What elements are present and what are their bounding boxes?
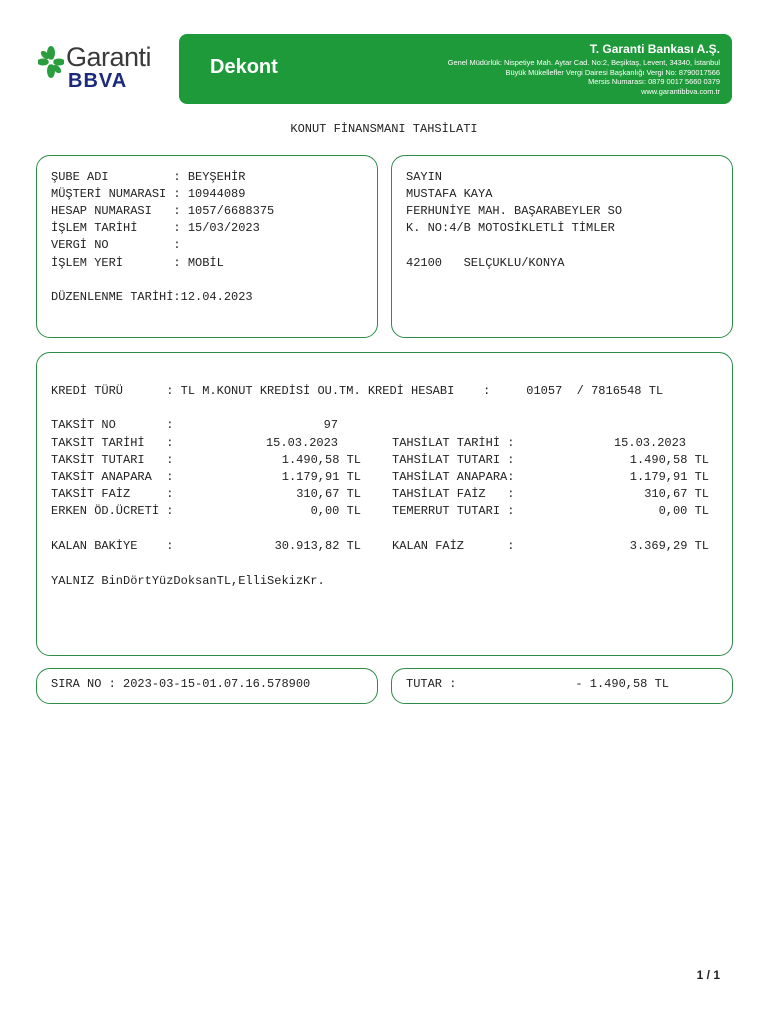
customer-line: SAYIN <box>406 170 443 184</box>
logo-brand-bottom: BBVA <box>68 70 128 92</box>
installment-principal-value: 1.179,91 TL <box>281 470 361 484</box>
issue-date-line: DÜZENLENME TARİHİ:12.04.2023 <box>51 290 253 304</box>
bank-info <box>448 58 720 96</box>
branch-line: MÜŞTERİ NUMARASI : 10944089 <box>51 187 246 201</box>
branch-line: ŞUBE ADI : BEYŞEHİR <box>51 170 246 184</box>
credit-type-line: KREDİ TÜRÜ : TL M.KONUT KREDİSİ OU.TM. KREDİ HESABI : 01057 / 7816548 TL <box>51 384 664 398</box>
bank-info-line: Büyük Mükellefler Vergi Dairesi Başkanlığı Vergi No: 8790017566 <box>505 67 720 77</box>
branch-line: HESAP NUMARASI : 1057/6688375 <box>51 204 275 218</box>
total-amount-label: TUTAR : <box>406 677 457 691</box>
sequence-number: SIRA NO : 2023-03-15-01.07.16.578900 <box>51 677 311 691</box>
total-amount-value: - 1.490,58 TL <box>575 677 669 691</box>
installment-no-label: TAKSİT NO : <box>51 418 174 432</box>
default-amount-value: 0,00 TL <box>658 504 709 518</box>
collection-date-value: 15.03.2023 <box>613 436 686 450</box>
early-payment-fee-value: 0,00 TL <box>310 504 361 518</box>
amount-in-words: YALNIZ BinDörtYüzDoksanTL,ElliSekizKr. <box>51 574 325 588</box>
collection-date-label: TAHSİLAT TARİHİ : <box>392 436 515 450</box>
branch-line: VERGİ NO : <box>51 238 181 252</box>
bank-info-line: Genel Müdürlük: Nispetiye Mah. Aytar Cad. No:2, Beşiktaş, Levent, 34340, İstanbul <box>447 58 720 67</box>
receipt-heading: KONUT FİNANSMANI TAHSİLATI <box>290 122 478 136</box>
early-payment-fee-label: ERKEN ÖD.ÜCRETİ : <box>51 504 174 518</box>
branch-line: İŞLEM YERİ : MOBİL <box>51 256 224 270</box>
logo-brand-top: Garanti <box>66 42 152 72</box>
branch-line: İŞLEM TARİHİ : 15/03/2023 <box>51 221 260 235</box>
customer-address-line: K. NO:4/B MOTOSİKLETLİ TİMLER <box>406 221 615 235</box>
collection-interest-value: 310,67 TL <box>644 487 709 501</box>
remaining-balance-value: 30.913,82 TL <box>274 539 361 553</box>
remaining-interest-label: KALAN FAİZ : <box>392 539 515 553</box>
installment-amount-label: TAKSİT TUTARI : <box>51 453 174 467</box>
clover-logo-icon <box>38 46 64 78</box>
collection-interest-label: TAHSİLAT FAİZ : <box>392 487 515 501</box>
installment-date-value: 15.03.2023 <box>265 436 338 450</box>
customer-info-box <box>391 155 733 338</box>
garanti-bbva-logo <box>38 44 158 94</box>
default-amount-label: TEMERRUT TUTARI : <box>392 504 515 518</box>
bank-info-line: Mersis Numarası: 0879 0017 5660 0379 <box>588 77 720 87</box>
collection-principal-label: TAHSİLAT ANAPARA: <box>392 470 515 484</box>
installment-date-label: TAKSİT TARİHİ : <box>51 436 174 450</box>
collection-amount-value: 1.490,58 TL <box>629 453 709 467</box>
installment-interest-label: TAKSİT FAİZ : <box>51 487 174 501</box>
collection-amount-label: TAHSİLAT TUTARI : <box>392 453 515 467</box>
installment-no-value: 97 <box>323 418 338 432</box>
document-title: Dekont <box>210 56 278 78</box>
bank-info-line: www.garantibbva.com.tr <box>641 86 720 96</box>
customer-name: MUSTAFA KAYA <box>406 187 493 201</box>
remaining-interest-value: 3.369,29 TL <box>629 539 709 553</box>
header-banner <box>179 34 732 104</box>
customer-address-line: FERHUNİYE MAH. BAŞARABEYLER SO <box>406 204 623 218</box>
bank-name: T. Garanti Bankası A.Ş. <box>589 42 720 56</box>
page-number: 1 / 1 <box>696 968 720 982</box>
installment-principal-label: TAKSİT ANAPARA : <box>51 470 174 484</box>
collection-principal-value: 1.179,91 TL <box>629 470 709 484</box>
installment-interest-value: 310,67 TL <box>296 487 361 501</box>
customer-city-line: 42100 SELÇUKLU/KONYA <box>406 256 565 270</box>
remaining-balance-label: KALAN BAKİYE : <box>51 539 174 553</box>
installment-amount-value: 1.490,58 TL <box>281 453 361 467</box>
